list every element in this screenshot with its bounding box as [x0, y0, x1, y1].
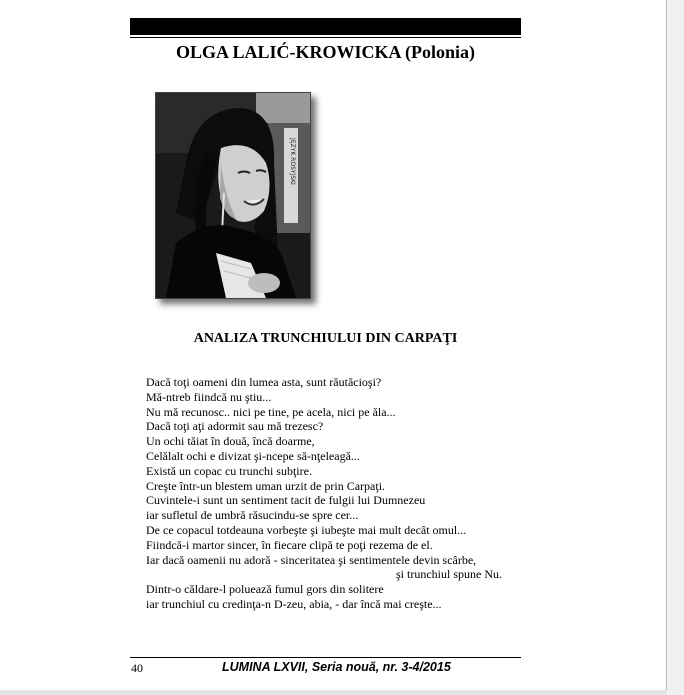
header-rule [130, 37, 521, 38]
poem-line: Mă-ntreb fiindcă nu ştiu... [146, 389, 272, 404]
viewer-margin [667, 0, 684, 695]
poem-line: iar trunchiul cu credinţa-n D-zeu, abia, - dar încă mai creşte... [146, 596, 442, 611]
poem-line: Cuvintele-i sunt un sentiment tacit de fulgii lui Dumnezeu [146, 493, 426, 508]
poem-title: ANALIZA TRUNCHIULUI DIN CARPAŢI [193, 331, 458, 346]
author-heading: OLGA LALIĆ-KROWICKA (Polonia) [175, 42, 476, 62]
poem-line: Dacă toţi oameni din lumea asta, sunt răutăcioşi? [146, 375, 382, 389]
author-photo [155, 92, 311, 299]
poem-line: Există un copac cu trunchi subţire. [146, 463, 312, 478]
poem-line: Celălalt ochi e divizat şi-ncepe să-nţeleagă... [146, 448, 360, 463]
header-bar [130, 18, 521, 35]
journal-citation: LUMINA LXVII, Seria nouă, nr. 3-4/2015 [222, 660, 451, 674]
footer-rule [130, 657, 521, 658]
poem-line: Un ochi tăiat în două, încă doarme, [146, 434, 315, 449]
poem-line: Dintr-o căldare-l poluează fumul gors din solitere [146, 582, 384, 597]
book-spine-text: JĘZYK ROSYJSKI [289, 138, 296, 185]
poem-line: Fiindcă-i martor sincer, în fiecare clipă te poţi rezema de el. [146, 537, 433, 552]
page-edge [666, 0, 667, 695]
page-number: 40 [131, 661, 143, 675]
poem-line: De ce copacul totdeauna vorbeşte şi iubeşte mai mult decât omul... [146, 522, 467, 537]
poem-line: Iar dacă oamenii nu adoră - sinceritatea şi sentimentele devin scârbe, [146, 552, 477, 567]
poem-line: Dacă toţi aţi adormit sau mă trezesc? [146, 419, 324, 434]
viewer-bottom-margin [0, 690, 667, 695]
poem-line: şi trunchiul spune Nu. [396, 567, 502, 582]
poem-line: iar sufletul de umbră răsucindu-se spre cer... [146, 508, 359, 523]
portrait-image [156, 93, 310, 298]
poem-line: Nu mă recunosc.. nici pe tine, pe acela, nici pe ăla... [146, 404, 396, 419]
poem-body [146, 375, 516, 612]
poem-line: Creşte într-un blestem uman urzit de prin Carpaţi. [146, 478, 386, 493]
